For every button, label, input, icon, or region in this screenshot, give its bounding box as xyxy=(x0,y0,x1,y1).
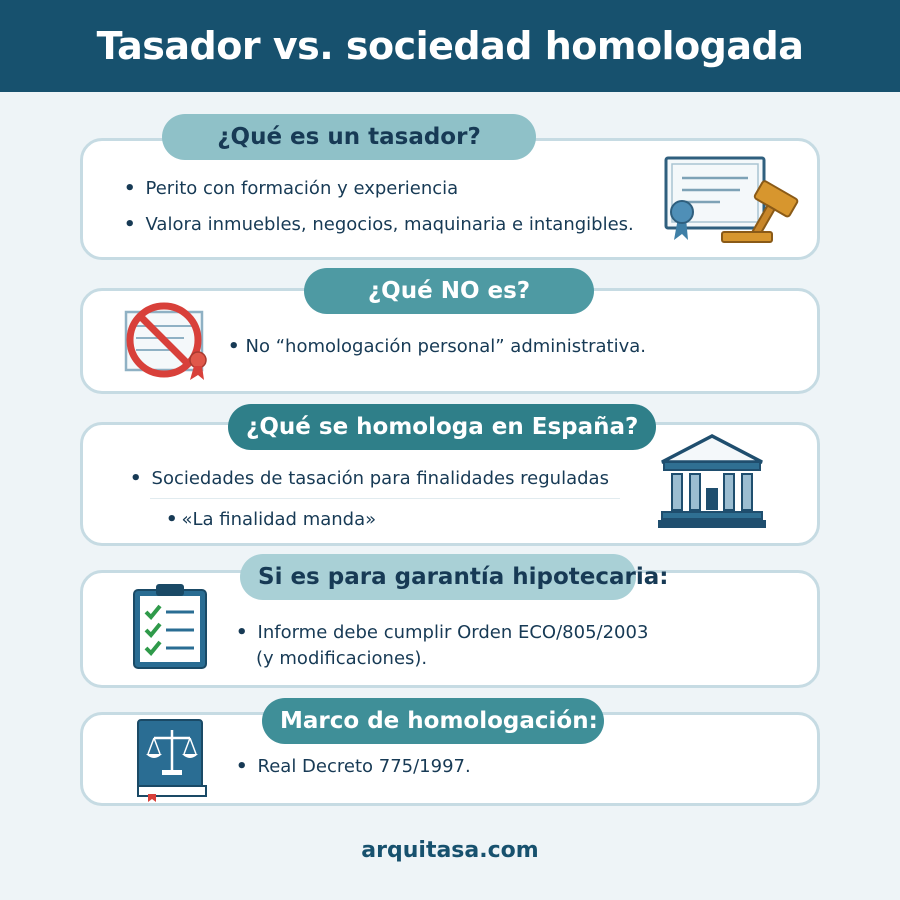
bullet-text: Perito con formación y experiencia xyxy=(145,178,459,199)
bullet-dot: • xyxy=(236,756,248,777)
bullet-modificaciones xyxy=(256,648,427,669)
header-banner xyxy=(0,0,900,92)
bullet-valora xyxy=(124,214,634,235)
bullet-finalidad xyxy=(166,509,376,530)
prohibited-certificate-icon xyxy=(118,300,218,384)
bullet-text: Informe debe cumplir Orden ECO/805/2003 xyxy=(257,622,649,643)
bullet-dot: • xyxy=(166,509,178,530)
bullet-real-decreto xyxy=(236,756,471,777)
bullet-text: Valora inmuebles, negocios, maquinaria e intangibles. xyxy=(145,214,634,235)
certificate-gavel-icon xyxy=(660,152,806,248)
bullet-dot: • xyxy=(124,214,136,235)
bank-building-icon xyxy=(656,432,768,532)
heading-marco-homologacion: Marco de homologación: xyxy=(262,698,604,744)
divider-line xyxy=(150,498,620,499)
bullet-text: Sociedades de tasación para finalidades reguladas xyxy=(151,468,609,489)
bullet-dot: • xyxy=(124,178,136,199)
bullet-perito xyxy=(124,178,458,199)
checklist-clipboard-icon xyxy=(130,582,210,672)
heading-garantia-hipotecaria: Si es para garantía hipotecaria: xyxy=(240,554,636,600)
law-book-scales-icon xyxy=(134,716,210,802)
bullet-text: Real Decreto 775/1997. xyxy=(257,756,471,777)
page-title: Tasador vs. sociedad homologada xyxy=(96,24,804,68)
bullet-no-homologacion xyxy=(228,336,646,357)
heading-que-se-homologa: ¿Qué se homologa en España? xyxy=(228,404,656,450)
bullet-dot: • xyxy=(130,468,142,489)
bullet-sociedades xyxy=(130,468,609,489)
bullet-dot: • xyxy=(236,622,248,643)
heading-que-es-tasador: ¿Qué es un tasador? xyxy=(162,114,536,160)
bullet-text: (y modificaciones). xyxy=(256,648,428,669)
footer-site: arquitasa.com xyxy=(361,838,539,863)
bullet-text: No “homologación personal” administrativa. xyxy=(245,336,647,357)
bullet-informe xyxy=(236,622,648,643)
heading-que-no-es: ¿Qué NO es? xyxy=(304,268,594,314)
bullet-text: «La finalidad manda» xyxy=(181,509,377,530)
bullet-dot: • xyxy=(228,336,240,357)
